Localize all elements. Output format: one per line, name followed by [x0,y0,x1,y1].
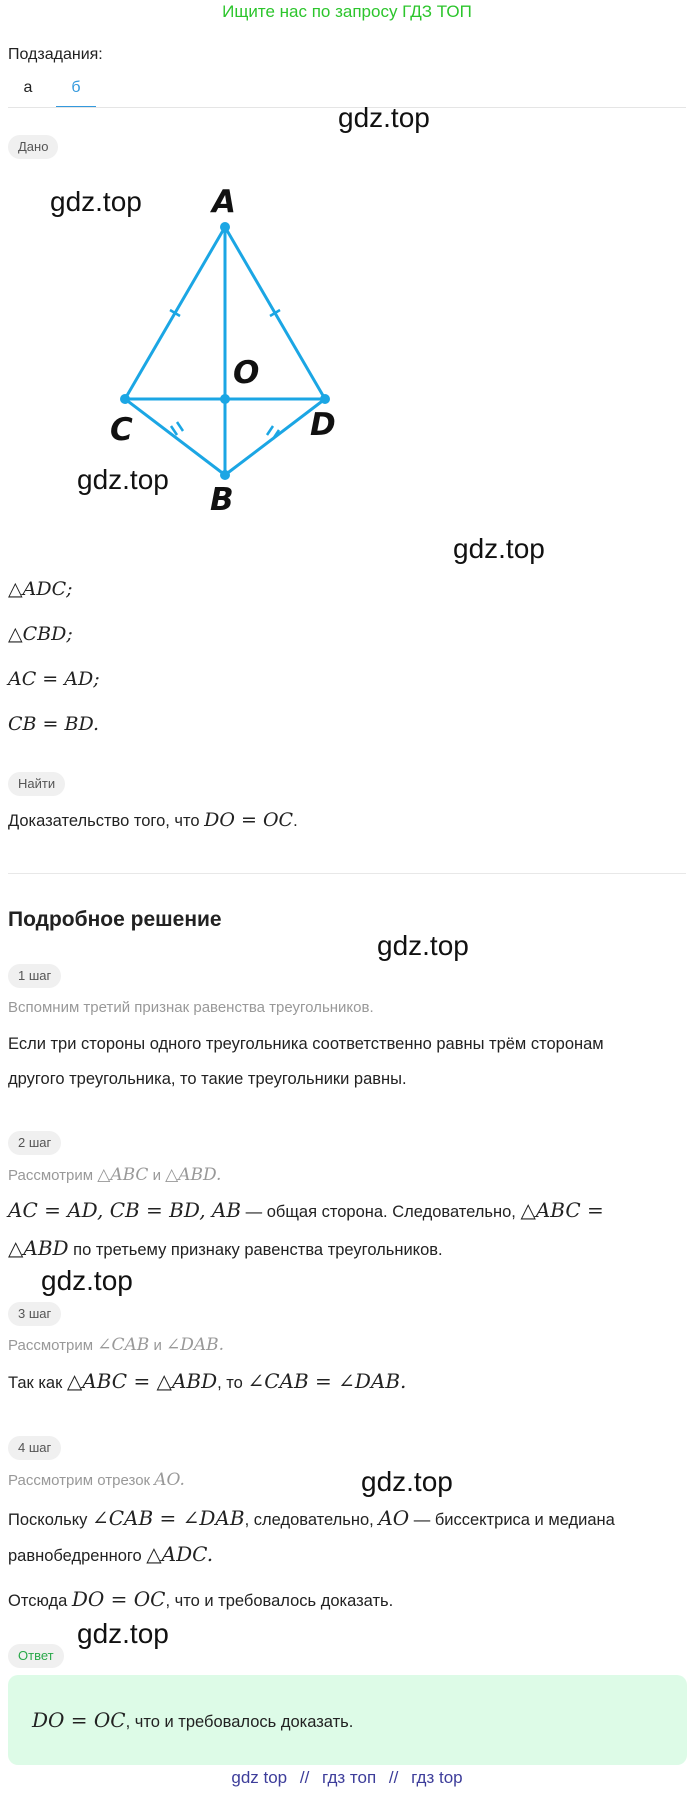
step-4-note-math: AO. [154,1470,185,1490]
step-3-mid: , то [217,1374,248,1392]
solution-title: Подробное решение [8,908,222,931]
step-4-l1-mid: , следовательно, [244,1511,379,1529]
step-1-line-1: Если три стороны одного треугольника соответственно равны трём сторонам [8,1035,604,1053]
answer-math: DO = OC [32,1708,126,1732]
step-4-l3-math: DO = OC [71,1587,166,1611]
find-math: DO = OC [204,809,294,831]
footer-separator: // [299,1768,310,1787]
step-1-line-2: другого треугольника, то такие треугольники равны. [8,1070,407,1088]
watermark: gdz.top [361,1466,453,1497]
watermark: gdz.top [453,533,545,564]
label-o: O [233,355,260,391]
find-prefix: Доказательство того, что [8,812,205,830]
section-divider [8,873,686,874]
step-1-note: Вспомним третий признак равенства треугольников. [8,999,374,1016]
watermark: gdz.top [41,1265,133,1296]
footer-separator: // [388,1768,399,1787]
given-line-3: AC = AD; [8,668,100,690]
step-4-l3-suffix: , что и требовалось доказать. [165,1592,394,1610]
step-4-l2-prefix: равнобедренного [8,1547,147,1565]
watermark: gdz.top [77,464,169,495]
footer-link-3[interactable]: гдз top [411,1768,463,1787]
step-2-chip: 2 шаг [8,1131,61,1155]
step-3-note-prefix: Рассмотрим [8,1337,98,1354]
step-2-note-mid: и [148,1167,166,1184]
find-text [8,808,298,833]
answer-text [32,1708,353,1734]
point-c [120,394,130,404]
step-4-line-3 [8,1587,393,1613]
label-c: C [110,412,133,448]
subtasks-title: Подзадания: [8,46,103,63]
tick-cb-2 [177,422,183,431]
footer-link-2[interactable]: гдз топ [322,1768,377,1787]
label-d: D [310,407,336,443]
step-2-math-2: △ABC = [520,1198,604,1222]
step-4-note-prefix: Рассмотрим отрезок [8,1472,155,1489]
step-4-l1-math-2: AO [378,1506,410,1530]
step-3-line [8,1369,406,1395]
point-d [320,394,330,404]
step-3-note-math-1: ∠CAB [97,1335,150,1355]
step-4-line-1 [8,1506,615,1532]
step-4-chip: 4 шаг [8,1436,61,1460]
step-2-text-1: — общая сторона. Следовательно, [241,1203,521,1221]
tab-b[interactable]: б [56,76,96,108]
watermark: gdz.top [50,186,142,217]
step-3-note-mid: и [149,1337,166,1354]
find-chip: Найти [8,772,65,796]
tab-a[interactable]: а [23,79,33,96]
given-line-4: CB = BD. [8,713,100,735]
point-o [220,394,230,404]
step-2-math-1: AC = AD, CB = BD, AB [8,1198,242,1222]
step-4-l1-prefix: Поскольку [8,1511,92,1529]
label-a: A [212,184,236,220]
step-3-math-1: △ABC = △ABD [66,1369,218,1393]
answer-suffix: , что и требовалось доказать. [125,1713,354,1731]
step-4-l1-math-1: ∠CAB = ∠DAB [91,1506,245,1530]
step-4-line-2 [8,1542,213,1568]
tick-db-1 [267,426,273,435]
footer-links [0,1768,694,1788]
answer-chip: Ответ [8,1644,64,1668]
step-3-note-math-2: ∠DAB. [166,1335,225,1355]
watermark: gdz.top [338,102,430,133]
point-a [220,222,230,232]
step-2-note [8,1163,221,1188]
footer-link-1[interactable]: gdz top [231,1768,288,1787]
step-2-text-2: по третьему признаку равенства треугольников. [68,1241,443,1259]
label-b: B [210,482,234,518]
step-2-line-2 [8,1236,443,1262]
step-3-note [8,1333,224,1358]
watermark: gdz.top [77,1618,169,1649]
step-3-math-2: ∠CAB = ∠DAB. [247,1369,407,1393]
step-4-l3-prefix: Отсюда [8,1592,72,1610]
step-4-l2-math: △ADC. [146,1542,214,1566]
step-2-line-1 [8,1198,604,1224]
step-2-math-3: △ABD [8,1236,69,1260]
step-3-prefix: Так как [8,1374,67,1392]
step-3-chip: 3 шаг [8,1302,61,1326]
given-line-1: △ADC; [8,578,73,600]
figure-lines [125,227,325,475]
point-b [220,470,230,480]
step-2-note-prefix: Рассмотрим [8,1167,98,1184]
step-2-note-math-2: △ABD. [165,1165,222,1185]
step-4-l1-suffix: — биссектриса и медиана [409,1511,615,1529]
step-1-chip: 1 шаг [8,964,61,988]
step-4-note [8,1468,185,1493]
top-search-link[interactable]: Ищите нас по запросу ГДЗ ТОП [222,2,472,21]
watermark: gdz.top [377,930,469,961]
find-suffix: . [293,812,298,830]
given-chip: Дано [8,135,58,159]
given-line-2: △CBD; [8,623,73,645]
step-2-note-math-1: △ABC [97,1165,149,1185]
